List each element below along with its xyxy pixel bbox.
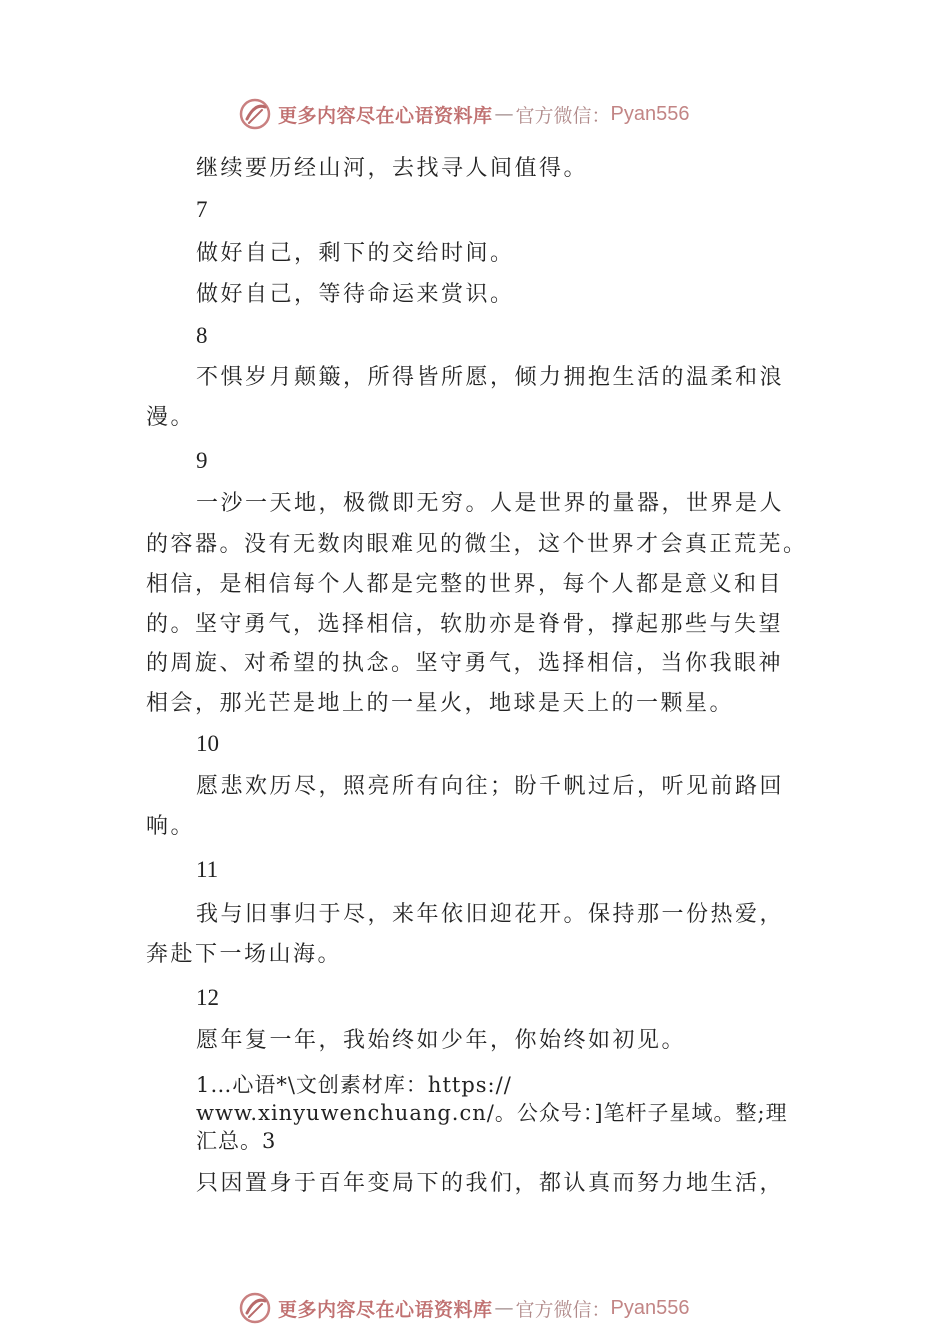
xinyu-logo-icon (238, 1291, 272, 1325)
text-line: 一沙一天地，极微即无穷。人是世界的量器，世界是人 (196, 491, 785, 516)
header-wechat-id: Pyan556 (610, 102, 690, 125)
text-line: 愿年复一年，我始终如少年，你始终如初见。 (196, 1028, 687, 1053)
text-line: 相信，是相信每个人都是完整的世界，每个人都是意义和目 (146, 572, 784, 597)
section-number: 11 (196, 857, 219, 882)
text-line: 响。 (146, 814, 196, 839)
text-line: 我与旧事归于尽，来年依旧迎花开。保持那一份热爱， (196, 902, 785, 927)
watermark-text-line: 1…心语*\文创素材库：https:// (196, 1073, 512, 1097)
text-line: 愿悲欢历尽，照亮所有向往；盼千帆过后，听见前路回 (196, 774, 785, 799)
footer-wechat-id: Pyan556 (610, 1296, 690, 1319)
text-line: 只因置身于百年变局下的我们，都认真而努力地生活， (196, 1171, 785, 1196)
watermark-text-line: www.xinyuwenchuang.cn/。公众号：]笔杆子星域。整;理 (196, 1101, 788, 1125)
section-number: 7 (196, 197, 208, 222)
header-banner (238, 96, 758, 132)
footer-separator: — (494, 1297, 514, 1319)
header-site-name: 更多内容尽在心语资料库 (278, 104, 493, 127)
section-number: 10 (196, 731, 219, 756)
text-line: 不惧岁月颠簸，所得皆所愿，倾力拥抱生活的温柔和浪 (196, 365, 785, 390)
footer-banner (238, 1290, 758, 1326)
watermark-text-line: 汇总。3 (196, 1129, 277, 1153)
text-line: 继续要历经山河，去找寻人间值得。 (196, 156, 589, 181)
section-number: 8 (196, 323, 208, 348)
footer-site-name: 更多内容尽在心语资料库 (278, 1298, 493, 1321)
text-line: 相会，那光芒是地上的一星火，地球是天上的一颗星。 (146, 691, 735, 716)
text-line: 漫。 (146, 405, 196, 430)
section-number: 9 (196, 448, 208, 473)
header-wechat-label: 官方微信： (515, 104, 611, 127)
text-line: 的容器。没有无数肉眼难见的微尘，这个世界才会真正荒芜。 (146, 532, 808, 557)
text-line: 奔赴下一场山海。 (146, 942, 343, 967)
text-line: 做好自己，剩下的交给时间。 (196, 241, 515, 266)
text-line: 的。坚守勇气，选择相信，软肋亦是脊骨，撑起那些与失望 (146, 612, 784, 637)
header-separator: — (494, 103, 514, 125)
footer-wechat-label: 官方微信： (515, 1298, 611, 1321)
text-line: 的周旋、对希望的执念。坚守勇气，选择相信，当你我眼神 (146, 651, 784, 676)
xinyu-logo-icon (238, 97, 272, 131)
text-line: 做好自己，等待命运来赏识。 (196, 282, 515, 307)
section-number: 12 (196, 985, 219, 1010)
